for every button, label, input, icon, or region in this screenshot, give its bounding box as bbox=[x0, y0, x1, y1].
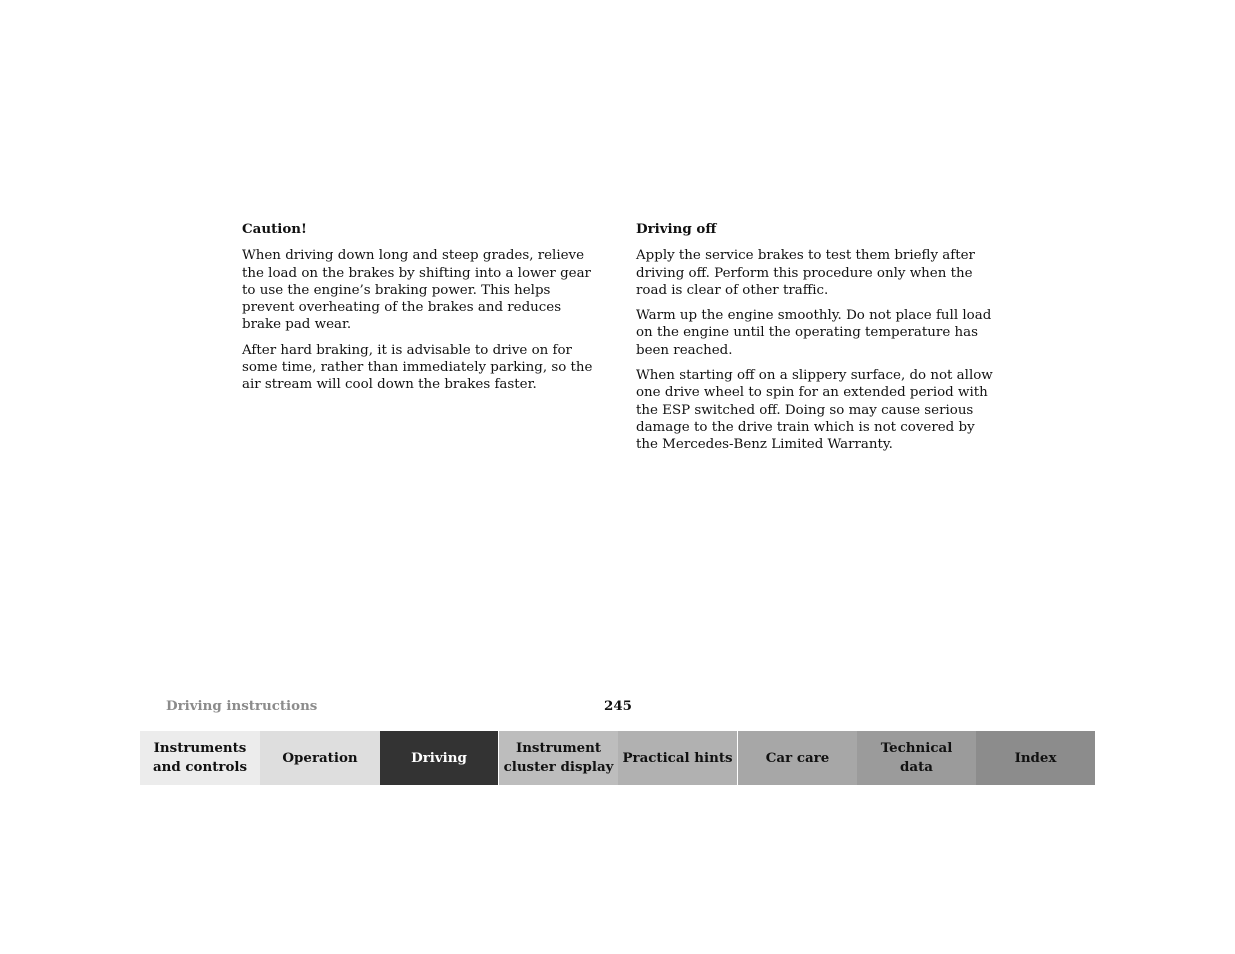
driving-off-paragraph-2: Warm up the engine smoothly. Do not place full load on the engine until the operating temperature has been reached. bbox=[636, 308, 992, 358]
tab-instrument-cluster-display[interactable]: Instrument cluster display bbox=[498, 731, 618, 785]
section-label: Driving instructions bbox=[166, 698, 318, 714]
tab-index[interactable]: Index bbox=[976, 731, 1095, 785]
driving-off-heading: Driving off bbox=[636, 221, 717, 237]
tab-instruments-and-controls[interactable]: Instruments and controls bbox=[140, 731, 260, 785]
caution-paragraph-2: After hard braking, it is advisable to drive on for some time, rather than immediately parking, so the air stream will cool down the brakes faster. bbox=[242, 342, 593, 393]
tab-operation[interactable]: Operation bbox=[260, 731, 380, 785]
right-column bbox=[636, 221, 996, 462]
tab-driving[interactable]: Driving bbox=[380, 731, 498, 785]
driving-off-paragraph-1: Apply the service brakes to test them briefly after driving off. Perform this procedure only when the road is clear of other traffic. bbox=[636, 248, 975, 298]
left-column bbox=[242, 221, 602, 402]
chapter-tab-bar bbox=[140, 731, 1095, 785]
caution-heading: Caution! bbox=[242, 221, 307, 237]
tab-practical-hints[interactable]: Practical hints bbox=[618, 731, 737, 785]
tab-technical-data[interactable]: Technical data bbox=[857, 731, 976, 785]
page-number: 245 bbox=[604, 698, 632, 714]
driving-off-paragraph-3: When starting off on a slippery surface, do not allow one drive wheel to spin for an extended period with the ESP switched off. Doing so may cause serious damage to the drive train which is not covered by the Mercedes-Benz Limited Warranty. bbox=[636, 368, 993, 453]
tab-car-care[interactable]: Car care bbox=[737, 731, 857, 785]
caution-paragraph-1: When driving down long and steep grades, relieve the load on the brakes by shifting into a lower gear to use the engine’s braking power. This helps prevent overheating of the brakes and reduces brake pad wear. bbox=[242, 248, 591, 333]
